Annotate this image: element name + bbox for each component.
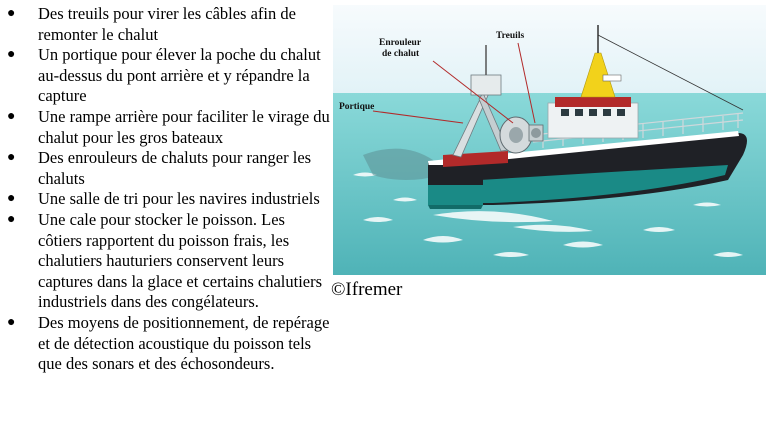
- list-item: [0, 210, 330, 313]
- list-item-text: Des moyens de positionnement, de repérage et de détection acoustique du poisson tels que des sonars et des échosondeurs.: [38, 312, 330, 374]
- list-item: [0, 45, 330, 107]
- list-item-text: Un portique pour élever la poche du chalut au-dessus du pont arrière et y répandre la capture: [38, 45, 321, 106]
- list-item-text: Des treuils pour virer les câbles afin de remonter le chalut: [38, 4, 296, 44]
- bullet-icon: ●: [7, 150, 16, 166]
- bullet-icon: ●: [7, 6, 16, 21]
- list-item-text: Une cale pour stocker le poisson. Les côtiers rapportent du poisson frais, les chalutiers hauturiers conservent leurs captures dans la glace et certains chalutiers industriels dans des congélateurs.: [38, 209, 323, 312]
- list-item: [0, 189, 330, 210]
- bullet-icon: ●: [7, 108, 16, 124]
- list-item-text: Une salle de tri pour les navires industriels: [38, 189, 320, 209]
- list-item-text: Une rampe arrière pour faciliter le virage du chalut pour les gros bateaux: [38, 106, 330, 147]
- list-item: [0, 313, 330, 375]
- label-enrouleur-line1: Enrouleur: [379, 38, 422, 48]
- label-treuils: Treuils: [496, 31, 525, 41]
- label-enrouleur-line2: de chalut: [382, 49, 420, 59]
- trawler-drawing: [333, 5, 766, 275]
- bullet-icon: ●: [7, 191, 16, 207]
- equipment-list: [0, 4, 330, 375]
- list-item: [0, 107, 330, 148]
- image-credit: ©Ifremer: [331, 279, 403, 300]
- winches: [529, 125, 543, 141]
- net-drum: [500, 117, 532, 153]
- list-item: [0, 4, 330, 45]
- bullet-icon: ●: [7, 211, 16, 227]
- trawler-illustration: [333, 5, 766, 275]
- bullet-icon: ●: [7, 314, 16, 330]
- label-portique: Portique: [339, 102, 375, 112]
- list-item: [0, 148, 330, 189]
- bullet-icon: ●: [7, 47, 16, 63]
- list-item-text: Des enrouleurs de chaluts pour ranger les chaluts: [38, 148, 312, 188]
- wheelhouse: [548, 97, 638, 138]
